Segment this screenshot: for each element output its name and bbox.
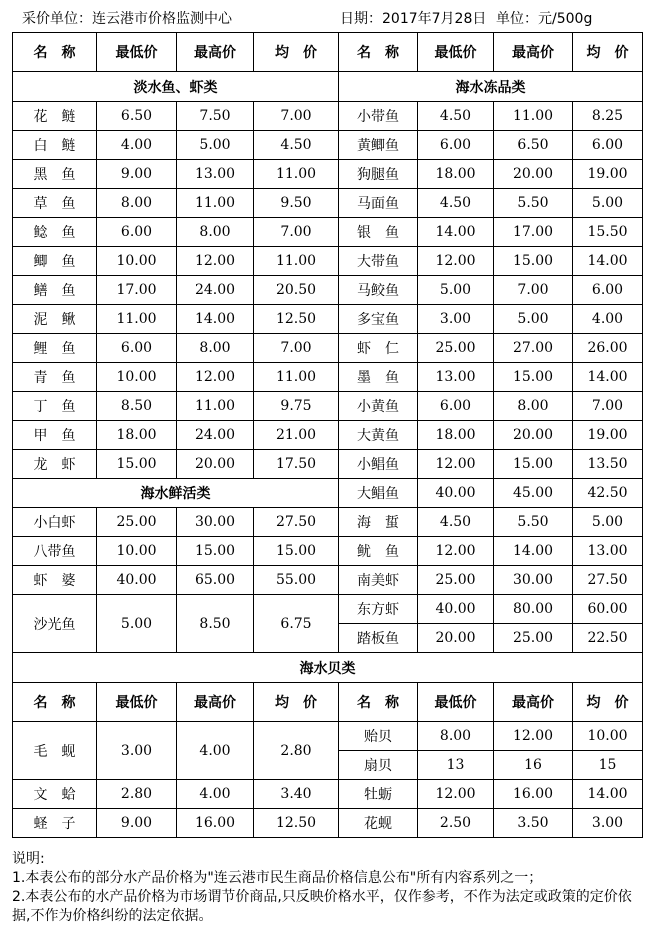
min-price: 17.00 <box>97 276 177 305</box>
table-row <box>13 537 643 566</box>
item-name: 花 鲢 <box>13 102 97 131</box>
item-name: 银 鱼 <box>339 218 418 247</box>
collecting-unit: 采价单位：连云港市价格监测中心 <box>22 11 232 27</box>
avg-price: 27.50 <box>573 566 643 595</box>
avg-price: 11.00 <box>254 247 339 276</box>
table-row <box>13 102 643 131</box>
avg-price: 6.00 <box>573 276 643 305</box>
min-price: 8.00 <box>97 189 177 218</box>
item-name: 多宝鱼 <box>339 305 418 334</box>
avg-price: 22.50 <box>573 624 643 653</box>
min-price: 4.50 <box>418 189 494 218</box>
max-price: 8.00 <box>494 392 573 421</box>
min-price: 40.00 <box>97 566 177 595</box>
table-row <box>13 392 643 421</box>
min-price: 10.00 <box>97 363 177 392</box>
avg-price: 11.00 <box>254 363 339 392</box>
table-row <box>13 305 643 334</box>
item-name: 踏板鱼 <box>339 624 418 653</box>
column-header-max: 最高价 <box>494 33 573 72</box>
avg-price: 5.00 <box>573 189 643 218</box>
column-header-avg: 均 价 <box>573 683 643 722</box>
min-price: 9.00 <box>97 160 177 189</box>
category-row <box>13 72 643 102</box>
column-header-max: 最高价 <box>177 683 254 722</box>
category-row <box>13 653 643 683</box>
max-price: 11.00 <box>494 102 573 131</box>
table-row <box>13 131 643 160</box>
item-name: 大黄鱼 <box>339 421 418 450</box>
max-price: 8.00 <box>177 218 254 247</box>
avg-price: 17.50 <box>254 450 339 479</box>
min-price: 12.00 <box>418 780 494 809</box>
avg-price: 4.50 <box>254 131 339 160</box>
avg-price: 7.00 <box>254 218 339 247</box>
avg-price: 15.50 <box>573 218 643 247</box>
column-header-min: 最低价 <box>97 33 177 72</box>
item-name: 白 鲢 <box>13 131 97 160</box>
min-price: 15.00 <box>97 450 177 479</box>
max-price: 7.50 <box>177 102 254 131</box>
price-unit: 单位：元/500g <box>496 11 593 27</box>
avg-price: 8.25 <box>573 102 643 131</box>
item-name: 虾 仁 <box>339 334 418 363</box>
avg-price: 15 <box>573 751 643 780</box>
avg-price: 19.00 <box>573 421 643 450</box>
avg-price: 42.50 <box>573 479 643 508</box>
notes-line-1: 1.本表公布的部分水产品价格为"连云港市民生商品价格信息公布"所有内容系列之一； <box>12 870 543 886</box>
item-name: 龙 虾 <box>13 450 97 479</box>
avg-price: 14.00 <box>573 247 643 276</box>
table-row <box>13 334 643 363</box>
min-price: 9.00 <box>97 809 177 838</box>
item-name: 马鲛鱼 <box>339 276 418 305</box>
item-name: 鱿 鱼 <box>339 537 418 566</box>
avg-price: 19.00 <box>573 160 643 189</box>
min-price: 25.00 <box>97 508 177 537</box>
item-name: 丁 鱼 <box>13 392 97 421</box>
table-row <box>13 508 643 537</box>
table-row <box>13 479 643 508</box>
avg-price: 27.50 <box>254 508 339 537</box>
max-price: 24.00 <box>177 276 254 305</box>
min-price: 6.00 <box>418 392 494 421</box>
avg-price: 6.75 <box>254 595 339 653</box>
min-price: 6.00 <box>97 218 177 247</box>
avg-price: 10.00 <box>573 722 643 751</box>
min-price: 40.00 <box>418 479 494 508</box>
item-name: 小鲳鱼 <box>339 450 418 479</box>
category-live: 海水鲜活类 <box>13 479 339 508</box>
item-name: 马面鱼 <box>339 189 418 218</box>
column-header-min: 最低价 <box>97 683 177 722</box>
shellfish-header-row <box>13 683 643 722</box>
min-price: 5.00 <box>97 595 177 653</box>
item-name: 东方虾 <box>339 595 418 624</box>
column-header-name: 名 称 <box>339 33 418 72</box>
max-price: 12.00 <box>177 363 254 392</box>
item-name: 青 鱼 <box>13 363 97 392</box>
min-price: 2.80 <box>97 780 177 809</box>
avg-price: 12.50 <box>254 809 339 838</box>
max-price: 30.00 <box>494 566 573 595</box>
item-name: 南美虾 <box>339 566 418 595</box>
item-name: 花蚬 <box>339 809 418 838</box>
item-name: 牡蛎 <box>339 780 418 809</box>
avg-price: 4.00 <box>573 305 643 334</box>
max-price: 15.00 <box>494 247 573 276</box>
max-price: 12.00 <box>177 247 254 276</box>
avg-price: 3.40 <box>254 780 339 809</box>
avg-price: 55.00 <box>254 566 339 595</box>
max-price: 15.00 <box>177 537 254 566</box>
min-price: 10.00 <box>97 247 177 276</box>
column-header-max: 最高价 <box>494 683 573 722</box>
max-price: 16.00 <box>177 809 254 838</box>
min-price: 12.00 <box>418 450 494 479</box>
min-price: 4.50 <box>418 508 494 537</box>
item-name: 虾 婆 <box>13 566 97 595</box>
max-price: 30.00 <box>177 508 254 537</box>
max-price: 20.00 <box>177 450 254 479</box>
min-price: 20.00 <box>418 624 494 653</box>
column-header-avg: 均 价 <box>254 33 339 72</box>
item-name: 黄鲫鱼 <box>339 131 418 160</box>
min-price: 5.00 <box>418 276 494 305</box>
category-shellfish: 海水贝类 <box>13 653 643 683</box>
item-name: 鲤 鱼 <box>13 334 97 363</box>
column-header-avg: 均 价 <box>254 683 339 722</box>
avg-price: 13.00 <box>573 537 643 566</box>
max-price: 6.50 <box>494 131 573 160</box>
item-name: 甲 鱼 <box>13 421 97 450</box>
max-price: 7.00 <box>494 276 573 305</box>
max-price: 15.00 <box>494 363 573 392</box>
table-row <box>13 189 643 218</box>
min-price: 13.00 <box>418 363 494 392</box>
max-price: 65.00 <box>177 566 254 595</box>
item-name: 小白虾 <box>13 508 97 537</box>
table-row <box>13 780 643 809</box>
avg-price: 14.00 <box>573 363 643 392</box>
min-price: 25.00 <box>418 334 494 363</box>
max-price: 15.00 <box>494 450 573 479</box>
item-name: 扇贝 <box>339 751 418 780</box>
table-header-row <box>13 33 643 72</box>
avg-price: 11.00 <box>254 160 339 189</box>
item-name: 黑 鱼 <box>13 160 97 189</box>
item-name: 八带鱼 <box>13 537 97 566</box>
max-price: 12.00 <box>494 722 573 751</box>
max-price: 25.00 <box>494 624 573 653</box>
avg-price: 20.50 <box>254 276 339 305</box>
min-price: 3.00 <box>418 305 494 334</box>
table-row <box>13 421 643 450</box>
max-price: 27.00 <box>494 334 573 363</box>
item-name: 大鲳鱼 <box>339 479 418 508</box>
max-price: 4.00 <box>177 780 254 809</box>
column-header-min: 最低价 <box>418 33 494 72</box>
max-price: 16.00 <box>494 780 573 809</box>
column-header-max: 最高价 <box>177 33 254 72</box>
table-row <box>13 450 643 479</box>
item-name: 蛏 子 <box>13 809 97 838</box>
min-price: 13 <box>418 751 494 780</box>
min-price: 10.00 <box>97 537 177 566</box>
max-price: 5.00 <box>494 305 573 334</box>
max-price: 5.50 <box>494 508 573 537</box>
table-row <box>13 595 643 624</box>
avg-price: 60.00 <box>573 595 643 624</box>
column-header-avg: 均 价 <box>573 33 643 72</box>
min-price: 14.00 <box>418 218 494 247</box>
table-row <box>13 566 643 595</box>
max-price: 80.00 <box>494 595 573 624</box>
item-name: 小带鱼 <box>339 102 418 131</box>
avg-price: 5.00 <box>573 508 643 537</box>
max-price: 16 <box>494 751 573 780</box>
max-price: 20.00 <box>494 421 573 450</box>
item-name: 毛 蚬 <box>13 722 97 780</box>
item-name: 海 蜇 <box>339 508 418 537</box>
item-name: 大带鱼 <box>339 247 418 276</box>
max-price: 45.00 <box>494 479 573 508</box>
min-price: 25.00 <box>418 566 494 595</box>
min-price: 4.50 <box>418 102 494 131</box>
max-price: 8.00 <box>177 334 254 363</box>
avg-price: 7.00 <box>573 392 643 421</box>
avg-price: 14.00 <box>573 780 643 809</box>
avg-price: 7.00 <box>254 102 339 131</box>
min-price: 18.00 <box>97 421 177 450</box>
table-row <box>13 160 643 189</box>
min-price: 6.00 <box>418 131 494 160</box>
table-row <box>13 247 643 276</box>
max-price: 11.00 <box>177 392 254 421</box>
avg-price: 9.50 <box>254 189 339 218</box>
min-price: 12.00 <box>418 537 494 566</box>
min-price: 6.50 <box>97 102 177 131</box>
column-header-name: 名 称 <box>339 683 418 722</box>
avg-price: 13.50 <box>573 450 643 479</box>
price-table <box>12 32 643 838</box>
table-row <box>13 276 643 305</box>
notes-line-2: 2.本表公布的水产品价格为市场谓节价商品,只反映价格水平，仅作参考，不作为法定或政策的定价依据,不作为价格纠纷的法定依据。 <box>12 889 632 924</box>
item-name: 鲶 鱼 <box>13 218 97 247</box>
avg-price: 21.00 <box>254 421 339 450</box>
item-name: 沙光鱼 <box>13 595 97 653</box>
min-price: 40.00 <box>418 595 494 624</box>
min-price: 11.00 <box>97 305 177 334</box>
item-name: 墨 鱼 <box>339 363 418 392</box>
max-price: 14.00 <box>177 305 254 334</box>
max-price: 13.00 <box>177 160 254 189</box>
avg-price: 3.00 <box>573 809 643 838</box>
max-price: 24.00 <box>177 421 254 450</box>
table-row <box>13 363 643 392</box>
max-price: 4.00 <box>177 722 254 780</box>
max-price: 5.00 <box>177 131 254 160</box>
item-name: 泥 鳅 <box>13 305 97 334</box>
min-price: 3.00 <box>97 722 177 780</box>
min-price: 8.50 <box>97 392 177 421</box>
avg-price: 7.00 <box>254 334 339 363</box>
report-header <box>22 8 642 28</box>
avg-price: 12.50 <box>254 305 339 334</box>
max-price: 11.00 <box>177 189 254 218</box>
item-name: 草 鱼 <box>13 189 97 218</box>
max-price: 3.50 <box>494 809 573 838</box>
item-name: 文 蛤 <box>13 780 97 809</box>
avg-price: 6.00 <box>573 131 643 160</box>
min-price: 18.00 <box>418 421 494 450</box>
min-price: 12.00 <box>418 247 494 276</box>
table-row <box>13 809 643 838</box>
column-header-name: 名 称 <box>13 683 97 722</box>
item-name: 贻贝 <box>339 722 418 751</box>
max-price: 14.00 <box>494 537 573 566</box>
min-price: 4.00 <box>97 131 177 160</box>
avg-price: 15.00 <box>254 537 339 566</box>
notes <box>12 850 648 926</box>
report-date: 日期：2017年7月28日 <box>340 11 487 27</box>
column-header-min: 最低价 <box>418 683 494 722</box>
avg-price: 26.00 <box>573 334 643 363</box>
max-price: 8.50 <box>177 595 254 653</box>
avg-price: 2.80 <box>254 722 339 780</box>
category-freshwater: 淡水鱼、虾类 <box>13 72 339 102</box>
max-price: 17.00 <box>494 218 573 247</box>
max-price: 20.00 <box>494 160 573 189</box>
min-price: 18.00 <box>418 160 494 189</box>
table-row <box>13 218 643 247</box>
min-price: 6.00 <box>97 334 177 363</box>
column-header-name: 名 称 <box>13 33 97 72</box>
min-price: 2.50 <box>418 809 494 838</box>
category-frozen: 海水冻品类 <box>339 72 643 102</box>
item-name: 狗腿鱼 <box>339 160 418 189</box>
table-row <box>13 722 643 751</box>
notes-title: 说明: <box>12 851 45 867</box>
item-name: 鳝 鱼 <box>13 276 97 305</box>
item-name: 小黄鱼 <box>339 392 418 421</box>
min-price: 8.00 <box>418 722 494 751</box>
avg-price: 9.75 <box>254 392 339 421</box>
item-name: 鲫 鱼 <box>13 247 97 276</box>
max-price: 5.50 <box>494 189 573 218</box>
